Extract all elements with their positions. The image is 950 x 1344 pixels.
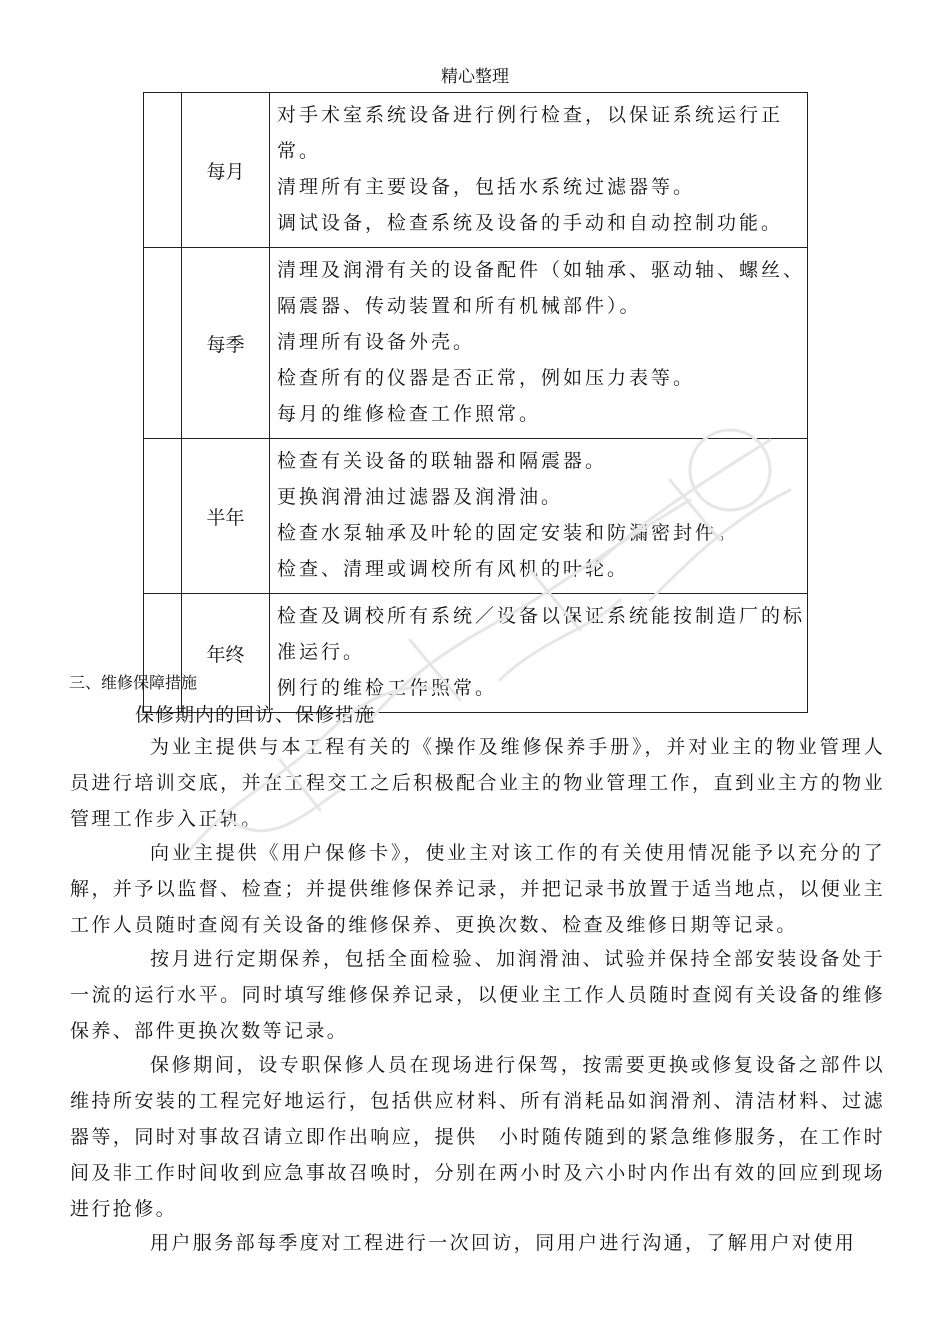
section-title: 三、维修保障措施 xyxy=(69,673,198,692)
task-line: 例行的维检工作照常。 xyxy=(277,677,498,699)
table-row xyxy=(144,93,808,248)
paragraph: 为业主提供与本工程有关的《操作及维修保养手册》，并对业主的物业管理人员进行培训交底，并在工程交工之后积极配合业主的物业管理工作，直到业主方的物业管理工作步入正轨。 xyxy=(70,736,885,830)
table-row xyxy=(144,248,808,439)
period-cell: 年终 xyxy=(182,594,270,713)
task-cell xyxy=(270,248,808,439)
paragraph: 保修期间，设专职保修人员在现场进行保驾，按需要更换或修复设备之部件以维持所安装的工程完好地运行，包括供应材料、所有消耗品如润滑剂、清洁材料、过滤器等，同时对事故召请立即作出响应，提供 小时随传随到的紧急维修服务，在工作时间及非工作时间收到应急事故召唤时，分别在两小时及六小时内作出有效的回应到现场进行抢修。 xyxy=(70,1054,885,1220)
task-line: 调试设备，检查系统及设备的手动和自动控制功能。 xyxy=(277,212,784,234)
task-line: 每月的维修检查工作照常。 xyxy=(277,403,542,425)
task-line: 清理所有设备外壳。 xyxy=(277,331,476,353)
task-cell xyxy=(270,439,808,594)
page-header: 精心整理 xyxy=(441,67,509,87)
task-cell xyxy=(270,93,808,248)
paragraph: 按月进行定期保养，包括全面检验、加润滑油、试验并保持全部安装设备处于一流的运行水平。同时填写维修保养记录，以便业主工作人员随时查阅有关设备的维修保养、部件更换次数等记录。 xyxy=(70,948,885,1042)
task-line: 对手术室系统设备进行例行检查，以保证系统运行正常。 xyxy=(277,104,784,162)
paragraph: 向业主提供《用户保修卡》，使业主对该工作的有关使用情况能予以充分的了解，并予以监督、检查；并提供维修保养记录，并把记录书放置于适当地点，以便业主工作人员随时查阅有关设备的维修保养、更换次数、检查及维修日期等记录。 xyxy=(70,842,885,936)
task-line: 检查所有的仪器是否正常，例如压力表等。 xyxy=(277,367,696,389)
table-cell-blank xyxy=(144,248,182,439)
task-line: 检查、清理或调校所有风机的叶轮。 xyxy=(277,558,630,580)
task-line: 清理及润滑有关的设备配件（如轴承、驱动轴、螺丝、隔震器、传动装置和所有机械部件）。 xyxy=(277,259,806,317)
period-cell: 每月 xyxy=(182,93,270,248)
task-line: 清理所有主要设备，包括水系统过滤器等。 xyxy=(277,176,696,198)
table-cell-blank xyxy=(144,439,182,594)
table-row xyxy=(144,439,808,594)
table-cell-blank xyxy=(144,93,182,248)
table-cell-blank xyxy=(144,594,182,713)
task-line: 检查及调校所有系统／设备以保证系统能按制造厂的标准运行。 xyxy=(277,605,806,663)
task-cell xyxy=(270,594,808,713)
task-line: 检查有关设备的联轴器和隔震器。 xyxy=(277,450,608,472)
task-line: 检查水泵轴承及叶轮的固定安装和防漏密封件。 xyxy=(277,522,740,544)
maintenance-schedule-table xyxy=(143,92,808,713)
task-line: 更换润滑油过滤器及润滑油。 xyxy=(277,486,564,508)
period-cell: 每季 xyxy=(182,248,270,439)
paragraph: 用户服务部每季度对工程进行一次回访，同用户进行沟通，了解用户对使用 xyxy=(150,1232,857,1254)
section-subtitle: 保修期内的回访、保修措施 xyxy=(135,704,376,726)
table-row xyxy=(144,594,808,713)
period-cell: 半年 xyxy=(182,439,270,594)
